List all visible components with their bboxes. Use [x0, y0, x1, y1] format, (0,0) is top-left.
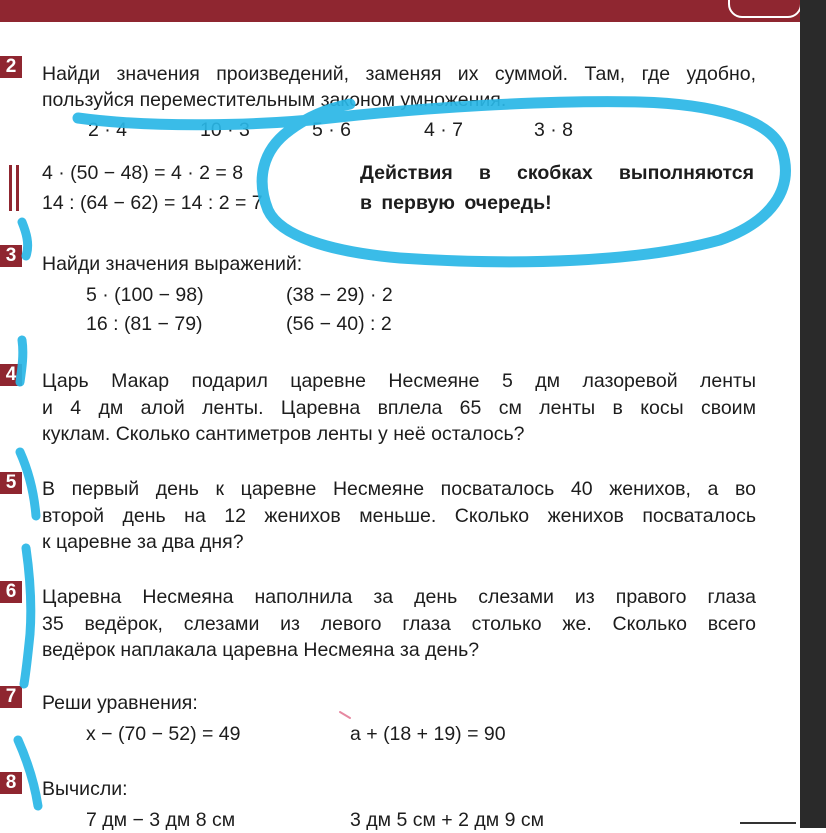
rule-text-line-1: Действия в скобках выполняются [360, 162, 754, 184]
task-4-line-3: куклам. Сколько сантиметров ленты у неё осталось? [42, 423, 525, 445]
task-5-text [42, 476, 756, 529]
task-3-expr-3: 16 : (81 − 79) [86, 313, 203, 335]
task-5-line-2: второй день на 12 женихов меньше. Сколько женихов посваталось [42, 504, 756, 527]
task-6-line-2: 35 ведёрок, слезами из левого глаза столько же. Сколько всего [42, 612, 756, 635]
rule-example-1: 4 · (50 − 48) = 4 · 2 = 8 [42, 162, 244, 184]
task-2-expr-2: 10 · 3 [200, 119, 250, 141]
task-2-expr-5: 3 · 8 [534, 119, 574, 141]
rule-text [360, 160, 754, 187]
task-7-equation-2: a + (18 + 19) = 90 [350, 723, 506, 745]
task-2-expr-1: 2 · 4 [88, 119, 128, 141]
task-5-line-1: В первый день к царевне Несмеяне посваталось 40 женихов, а во [42, 478, 756, 500]
task-5-line-3: к царевне за два дня? [42, 531, 244, 553]
task-8-expr-2: 3 дм 5 см + 2 дм 9 см [350, 809, 544, 831]
task-4-text [42, 368, 756, 421]
task-2-expr-4: 4 · 7 [424, 119, 464, 141]
ink-mark-3 [22, 222, 28, 256]
task-7-equation-1: x − (70 − 52) = 49 [86, 723, 241, 745]
task-3-title: Найди значения выражений: [42, 253, 303, 275]
task-6-line-1: Царевна Несмеяна наполнила за день слезами из правого глаза [42, 586, 756, 608]
page-corner-line [740, 822, 796, 828]
task-2-expr-3: 5 · 6 [312, 119, 352, 141]
task-6-line-3: ведёрок наплакала царевна Несмеяна за день? [42, 639, 480, 661]
task-4-line-2: и 4 дм алой ленты. Царевна вплела 65 см ленты в косы своим [42, 396, 756, 419]
task-number-4: 4 [0, 364, 22, 386]
task-number-3: 3 [0, 245, 22, 267]
task-4-line-1: Царь Макар подарил царевне Несмеяне 5 дм лазоревой ленты [42, 370, 756, 392]
task-2-line-2: пользуйся переместительным законом умножения. [42, 89, 507, 111]
ink-dot-pink [340, 712, 350, 718]
task-7-title: Реши уравнения: [42, 692, 198, 714]
task-number-8: 8 [0, 772, 22, 794]
task-number-7: 7 [0, 686, 22, 708]
rule-marker-1 [9, 165, 12, 211]
page-edge [800, 0, 826, 828]
header-tab [728, 0, 802, 18]
ink-mark-5 [20, 452, 36, 516]
task-2-line-1: Найди значения произведений, заменяя их суммой. Там, где удобно, [42, 63, 756, 85]
task-8-expr-1: 7 дм − 3 дм 8 см [86, 809, 236, 831]
task-3-expr-2: (38 − 29) · 2 [286, 284, 393, 306]
task-number-2: 2 [0, 56, 22, 78]
task-number-6: 6 [0, 581, 22, 603]
task-8-title: Вычисли: [42, 778, 128, 800]
page-header-bar [0, 0, 826, 22]
ink-mark-6 [24, 548, 31, 684]
task-3-expr-1: 5 · (100 − 98) [86, 284, 204, 306]
task-2-text [42, 61, 756, 88]
rule-text-line-2: в первую очередь! [360, 192, 552, 214]
task-3-expr-4: (56 − 40) : 2 [286, 313, 392, 335]
rule-example-2: 14 : (64 − 62) = 14 : 2 = 7 [42, 192, 263, 214]
task-number-5: 5 [0, 472, 22, 494]
task-6-text [42, 584, 756, 637]
rule-marker-2 [16, 165, 19, 211]
